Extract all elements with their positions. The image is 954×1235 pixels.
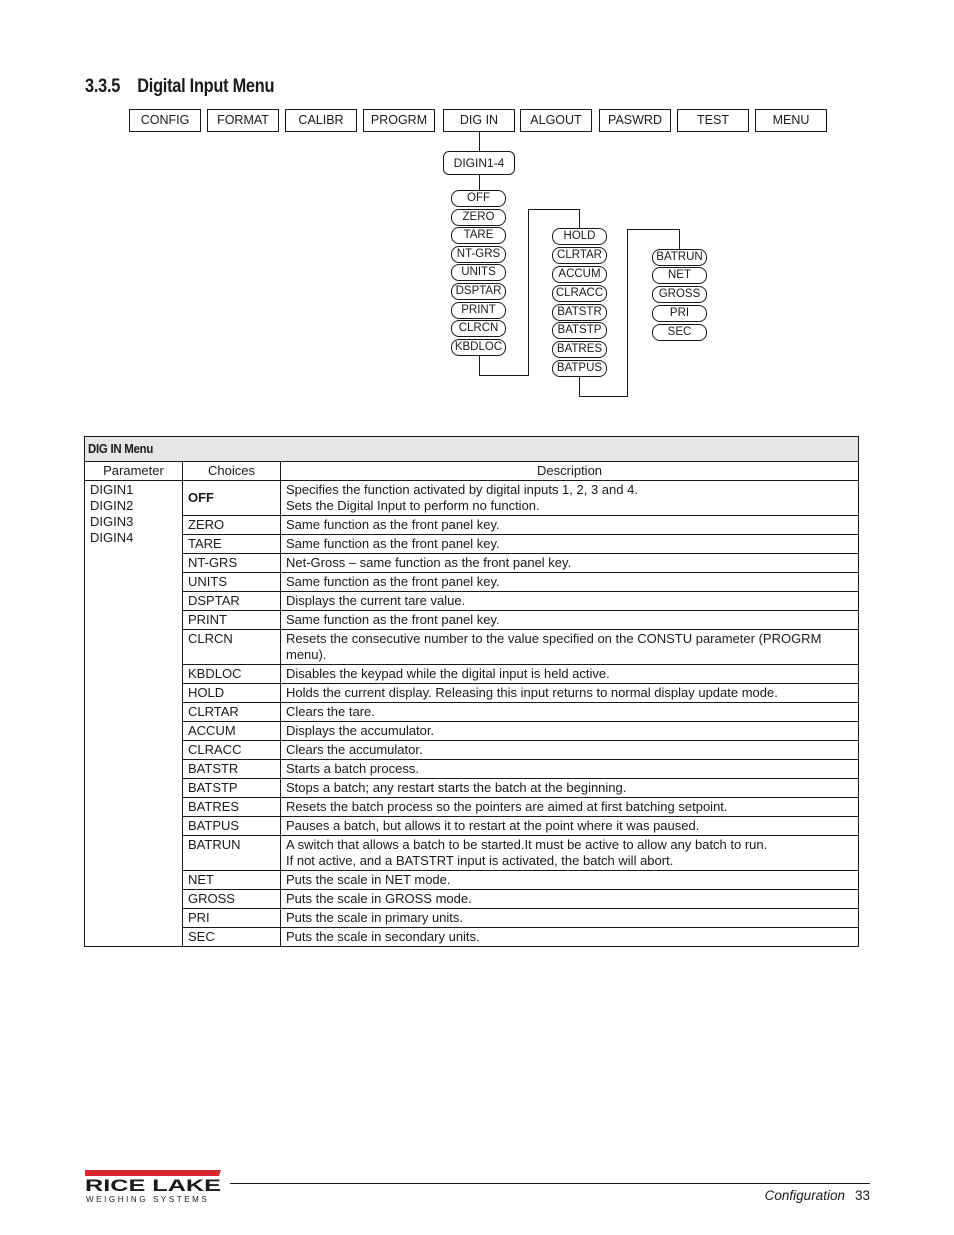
section-title: Digital Input Menu <box>137 76 275 97</box>
table-row <box>85 535 859 554</box>
description-cell <box>281 741 859 760</box>
parameter-name: DIGIN1 <box>90 482 134 497</box>
tree-option: NET <box>652 267 707 284</box>
description-text: Net-Gross – same function as the front panel key. <box>286 555 572 570</box>
description-text: Holds the current display. Releasing this input returns to normal display update mode. <box>286 685 778 700</box>
description-text: Same function as the front panel key. <box>286 517 500 532</box>
tree-option: SEC <box>652 324 707 341</box>
menu-format: FORMAT <box>207 109 279 132</box>
tree-option: KBDLOC <box>451 339 506 356</box>
description-text: Puts the scale in secondary units. <box>286 929 480 944</box>
choice-cell: ZERO <box>183 516 281 535</box>
choice-cell: NT-GRS <box>183 554 281 573</box>
connector-line <box>528 209 529 376</box>
table-header-row <box>85 462 859 481</box>
description-text: Same function as the front panel key. <box>286 536 500 551</box>
tree-option: ACCUM <box>552 266 607 283</box>
connector-line <box>479 356 480 376</box>
description-text: Resets the consecutive number to the value specified on the CONSTU parameter (PROGRM menu). <box>286 631 822 662</box>
tree-option: PRI <box>652 305 707 322</box>
description-text: Pauses a batch, but allows it to restart at the point where it was paused. <box>286 818 700 833</box>
description-cell <box>281 630 859 665</box>
parameter-name: DIGIN3 <box>90 514 134 529</box>
table-row <box>85 722 859 741</box>
description-text: Starts a batch process. <box>286 761 419 776</box>
description-cell <box>281 890 859 909</box>
table-row <box>85 684 859 703</box>
description-cell <box>281 554 859 573</box>
tree-option: GROSS <box>652 286 707 303</box>
table-row <box>85 909 859 928</box>
table-title: DIG IN Menu <box>85 437 859 462</box>
choice-cell: CLRCN <box>183 630 281 665</box>
description-cell <box>281 909 859 928</box>
section-heading <box>85 76 274 98</box>
description-text: If not active, and a BATSTRT input is activated, the batch will abort. <box>286 853 674 868</box>
menu-menu: MENU <box>755 109 827 132</box>
description-cell <box>281 611 859 630</box>
header-parameter: Parameter <box>85 462 183 481</box>
table-row <box>85 554 859 573</box>
tree-option: BATRES <box>552 341 607 358</box>
menu-progrm: PROGRM <box>363 109 435 132</box>
dig-in-menu-table <box>84 436 859 947</box>
description-cell <box>281 481 859 516</box>
choice-cell: PRI <box>183 909 281 928</box>
tree-option: CLRTAR <box>552 247 607 264</box>
tree-option: CLRACC <box>552 285 607 302</box>
description-text: Specifies the function activated by digital inputs 1, 2, 3 and 4. <box>286 482 638 497</box>
connector-line <box>627 229 679 230</box>
choice-cell: PRINT <box>183 611 281 630</box>
description-cell <box>281 516 859 535</box>
description-cell <box>281 535 859 554</box>
tree-option: PRINT <box>451 302 506 319</box>
tree-option: ZERO <box>451 209 506 226</box>
table-row <box>85 481 859 516</box>
description-text: Displays the accumulator. <box>286 723 435 738</box>
choice-cell: UNITS <box>183 573 281 592</box>
header-choices: Choices <box>183 462 281 481</box>
description-cell <box>281 665 859 684</box>
page-footer <box>765 1188 870 1203</box>
choice-cell: DSPTAR <box>183 592 281 611</box>
table-row <box>85 703 859 722</box>
choice-cell: NET <box>183 871 281 890</box>
tree-option: OFF <box>451 190 506 207</box>
description-text: Stops a batch; any restart starts the batch at the beginning. <box>286 780 627 795</box>
description-text: Clears the accumulator. <box>286 742 423 757</box>
choice-cell: CLRTAR <box>183 703 281 722</box>
table-row <box>85 516 859 535</box>
choice-cell: BATRES <box>183 798 281 817</box>
description-cell <box>281 573 859 592</box>
tree-root-digin: DIGIN1-4 <box>443 151 515 175</box>
page-number: 33 <box>854 1188 870 1203</box>
logo-subtitle: WEIGHING SYSTEMS <box>86 1195 210 1204</box>
description-text: Sets the Digital Input to perform no function. <box>286 498 540 513</box>
tree-option: NT-GRS <box>451 246 506 263</box>
menu-test: TEST <box>677 109 749 132</box>
connector-line <box>528 209 579 210</box>
tree-option: BATRUN <box>652 249 707 266</box>
choice-cell: BATRUN <box>183 836 281 871</box>
description-text: Same function as the front panel key. <box>286 574 500 589</box>
table-row <box>85 611 859 630</box>
choice-cell: BATSTR <box>183 760 281 779</box>
section-number: 3.3.5 <box>85 76 121 97</box>
description-cell <box>281 779 859 798</box>
tree-option: TARE <box>451 227 506 244</box>
description-text: Resets the batch process so the pointers are aimed at first batching setpoint. <box>286 799 728 814</box>
header-description: Description <box>281 462 859 481</box>
description-text: Displays the current tare value. <box>286 593 466 608</box>
table-row <box>85 817 859 836</box>
choice-cell: BATSTP <box>183 779 281 798</box>
connector-line <box>627 229 628 397</box>
choice-cell: BATPUS <box>183 817 281 836</box>
description-cell <box>281 836 859 871</box>
tree-option: HOLD <box>552 228 607 245</box>
choice-cell: KBDLOC <box>183 665 281 684</box>
menu-config: CONFIG <box>129 109 201 132</box>
table-row <box>85 871 859 890</box>
table-row <box>85 890 859 909</box>
connector-line <box>479 175 480 191</box>
tree-option: DSPTAR <box>451 283 506 300</box>
choice-cell: TARE <box>183 535 281 554</box>
table-row <box>85 741 859 760</box>
description-text: Puts the scale in primary units. <box>286 910 464 925</box>
description-text: A switch that allows a batch to be started.It must be active to allow any batch to run. <box>286 837 768 852</box>
connector-line <box>479 375 529 376</box>
table-row <box>85 836 859 871</box>
table-row <box>85 798 859 817</box>
description-cell <box>281 760 859 779</box>
description-cell <box>281 722 859 741</box>
tree-option: BATPUS <box>552 360 607 377</box>
choice-cell: ACCUM <box>183 722 281 741</box>
tree-option: UNITS <box>451 264 506 281</box>
connector-line <box>479 132 480 151</box>
description-text: Disables the keypad while the digital input is held active. <box>286 666 610 681</box>
table-row <box>85 928 859 947</box>
logo-wordmark: RICE LAKE <box>85 1176 221 1195</box>
table-row <box>85 760 859 779</box>
parameter-name: DIGIN4 <box>90 530 134 545</box>
connector-line <box>679 229 680 249</box>
footer-rule <box>230 1183 870 1184</box>
rice-lake-logo <box>85 1168 225 1208</box>
choice-cell: SEC <box>183 928 281 947</box>
menu-paswrd: PASWRD <box>599 109 671 132</box>
choice-cell: OFF <box>183 481 281 516</box>
description-cell <box>281 798 859 817</box>
description-cell <box>281 703 859 722</box>
connector-line <box>579 376 580 397</box>
footer-section: Configuration <box>764 1188 845 1203</box>
choice-cell: CLRACC <box>183 741 281 760</box>
description-cell <box>281 871 859 890</box>
menu-dig-in: DIG IN <box>443 109 515 132</box>
tree-option: CLRCN <box>451 320 506 337</box>
description-text: Puts the scale in NET mode. <box>286 872 451 887</box>
description-cell <box>281 817 859 836</box>
table-row <box>85 630 859 665</box>
connector-line <box>579 209 580 229</box>
choice-cell: HOLD <box>183 684 281 703</box>
parameter-name: DIGIN2 <box>90 498 134 513</box>
menu-algout: ALGOUT <box>520 109 592 132</box>
description-cell <box>281 592 859 611</box>
description-cell <box>281 684 859 703</box>
table-row <box>85 779 859 798</box>
tree-option: BATSTP <box>552 322 607 339</box>
menu-calibr: CALIBR <box>285 109 357 132</box>
table-row <box>85 665 859 684</box>
tree-option: BATSTR <box>552 304 607 321</box>
parameter-cell <box>85 481 183 947</box>
description-text: Clears the tare. <box>286 704 375 719</box>
choice-cell: GROSS <box>183 890 281 909</box>
table-row <box>85 573 859 592</box>
connector-line <box>579 396 628 397</box>
description-cell <box>281 928 859 947</box>
description-text: Same function as the front panel key. <box>286 612 500 627</box>
table-row <box>85 592 859 611</box>
description-text: Puts the scale in GROSS mode. <box>286 891 472 906</box>
